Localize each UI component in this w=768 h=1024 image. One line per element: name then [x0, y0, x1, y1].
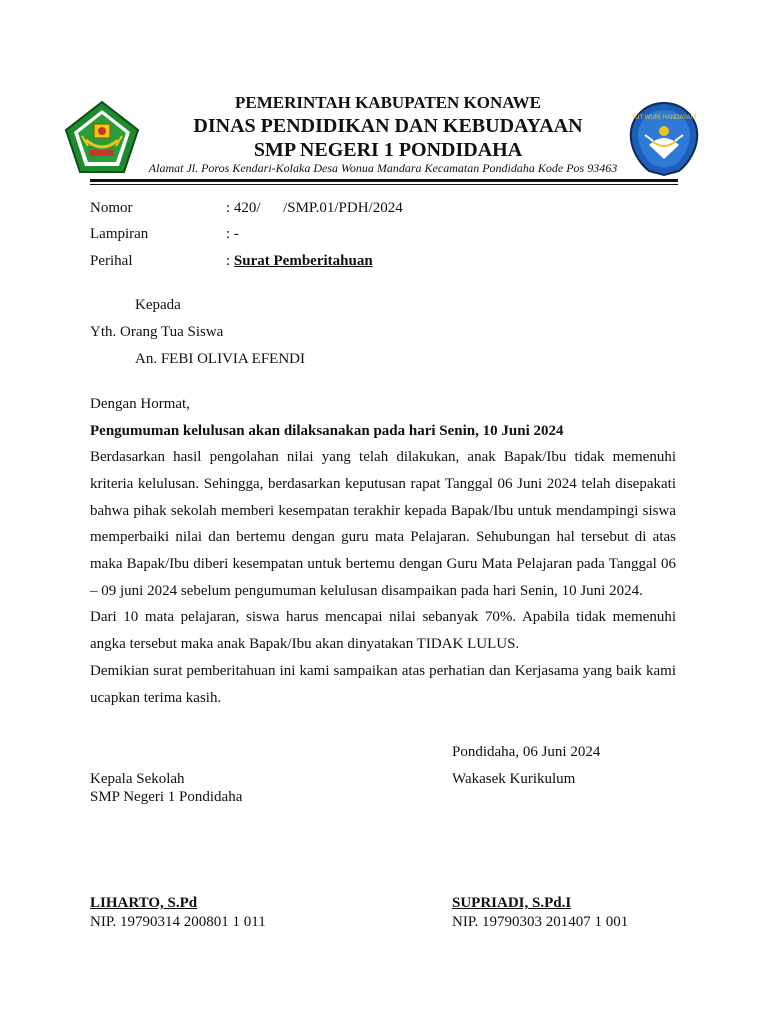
letterhead-school: SMP NEGERI 1 PONDIDAHA — [253, 139, 523, 161]
nomor-value: : 420/ /SMP.01/PDH/2024 — [226, 200, 403, 216]
body-paragraph-2: Dari 10 mata pelajaran, siswa harus mencapai nilai sebanyak 70%. Apabila tidak memenuhi angka tersebut maka anak Bapak/Ibu akan dinyatakan TIDAK LULUS. — [90, 609, 676, 652]
body-paragraph-3: Demikian surat pemberitahuan ini kami sampaikan atas perhatian dan Kerjasama yang baik kami ucapkan terima kasih. — [90, 663, 676, 706]
principal-school: SMP Negeri 1 Pondidaha — [90, 789, 243, 805]
lampiran-label: Lampiran — [90, 226, 149, 242]
vice-principal-name: SUPRIADI, S.Pd.I — [452, 895, 572, 911]
principal-nip: NIP. 19790314 200801 1 011 — [90, 914, 266, 930]
emblem-motto: TUT WURI HANDAYANI — [631, 115, 697, 121]
announcement: Pengumuman kelulusan akan dilaksanakan pada hari Senin, 10 Juni 2024 — [90, 423, 564, 439]
lampiran-value: : - — [226, 226, 239, 242]
body-paragraph-1: Berdasarkan hasil pengolahan nilai yang telah dilakukan, anak Bapak/Ibu tidak memenuhi kriteria kelulusan. Sehingga, berdasarkan keputusan rapat Tanggal 06 Juni 2024 telah disepakati bahwa pihak sekolah memberi kesempatan terakhir kepada Bapak/Ibu untuk mendampingi siswa memperbaiki nilai dan bertemu dengan guru mata Pelajaran. Sehubungan hal tersebut di atas maka Bapak/Ibu diberi kesempatan untuk bertemu dengan Guru Mata Pelajaran pada Tanggal 06 – 09 juni 2024 sebelum pengumuman kelulusan disampaikan pada hari Senin, 10 Juni 2024. — [90, 449, 676, 599]
vice-principal-title: Wakasek Kurikulum — [452, 771, 576, 787]
letterhead-divider-thin — [90, 184, 678, 185]
nomor-label: Nomor — [90, 200, 133, 216]
perihal-colon: : — [226, 253, 234, 269]
letterhead-divider-thick — [90, 179, 678, 182]
principal-name: LIHARTO, S.Pd — [90, 895, 198, 911]
letterhead-government: PEMERINTAH KABUPATEN KONAWE — [234, 93, 542, 112]
recipient-name: An. FEBI OLIVIA EFENDI — [135, 351, 305, 367]
greeting: Dengan Hormat, — [90, 396, 190, 412]
perihal-value: Surat Pemberitahuan — [233, 253, 373, 269]
principal-title: Kepala Sekolah — [90, 771, 185, 787]
vice-principal-nip: NIP. 19790303 201407 1 001 — [452, 914, 629, 930]
recipient-kepada: Kepada — [135, 297, 181, 313]
letterhead-address: Alamat Jl. Poros Kendari-Kolaka Desa Wonua Mandara Kecamatan Pondidaha Kode Pos 93463 — [148, 161, 618, 175]
place-date: Pondidaha, 06 Juni 2024 — [452, 744, 601, 760]
perihal-row — [226, 252, 373, 270]
perihal-label: Perihal — [90, 253, 133, 269]
recipient-yth: Yth. Orang Tua Siswa — [90, 324, 224, 340]
letterhead-department: DINAS PENDIDIKAN DAN KEBUDAYAAN — [193, 115, 583, 137]
